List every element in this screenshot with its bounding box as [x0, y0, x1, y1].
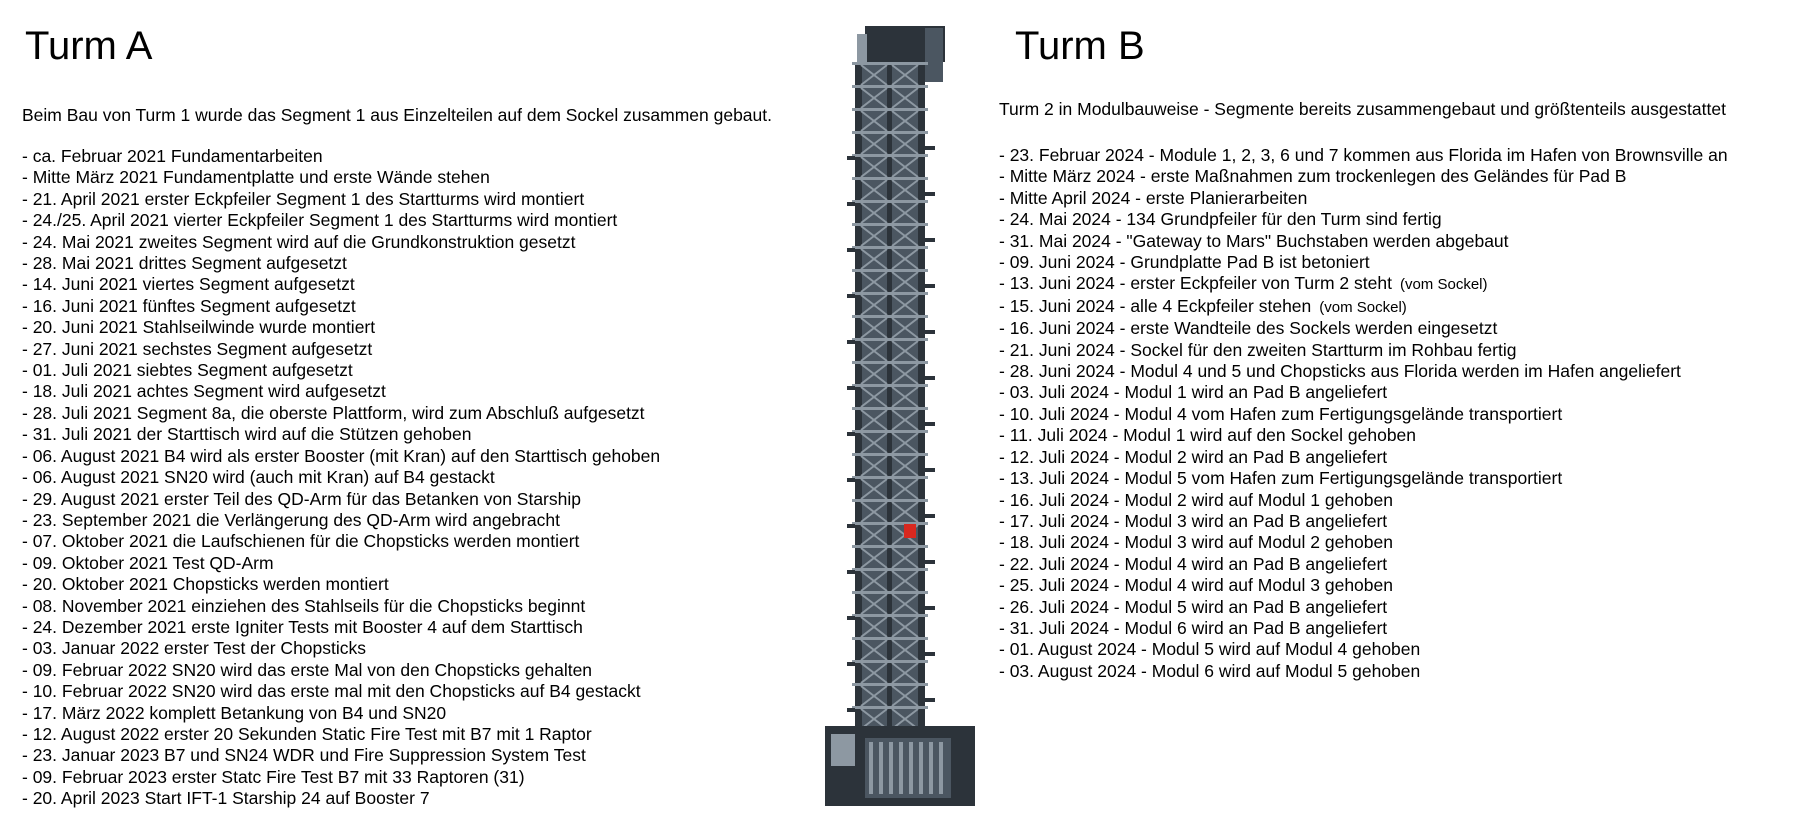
- timeline-entry: - 12. August 2022 erster 20 Sekunden Static Fire Test mit B7 mit 1 Raptor: [22, 723, 592, 744]
- timeline-entry: [999, 340, 1728, 361]
- tower-base-slat: [929, 742, 933, 794]
- timeline-entry: [999, 639, 1728, 660]
- tower-bracket: [847, 524, 855, 528]
- timeline-entry: - Mitte März 2021 Fundamentplatte und erste Wände stehen: [22, 167, 490, 188]
- tower-beam: [852, 292, 928, 295]
- timeline-entry-text: - 10. Juli 2024 - Modul 4 vom Hafen zum Fertigungsgelände transportiert: [999, 403, 1563, 424]
- timeline-entry: - 09. Oktober 2021 Test QD-Arm: [22, 552, 274, 573]
- timeline-entry: - 20. Oktober 2021 Chopsticks werden montiert: [22, 574, 389, 595]
- timeline-entry-text: - 15. Juni 2024 - alle 4 Eckpfeiler stehen: [999, 295, 1312, 316]
- timeline-entry: - 20. Juni 2021 Stahlseilwinde wurde montiert: [22, 317, 376, 338]
- timeline-entry: - 23. Januar 2023 B7 und SN24 WDR und Fire Suppression System Test: [22, 745, 586, 766]
- timeline-entry: - 01. Juli 2021 siebtes Segment aufgesetzt: [22, 360, 353, 381]
- timeline-entry: - 14. Juni 2021 viertes Segment aufgesetzt: [22, 274, 355, 295]
- timeline-entry-text: - 31. Juli 2024 - Modul 6 wird an Pad B angeliefert: [999, 617, 1388, 638]
- timeline-entry-text: - 01. August 2024 - Modul 5 wird auf Modul 4 gehoben: [999, 639, 1421, 660]
- timeline-entry-note: (vom Sockel): [1399, 276, 1488, 294]
- tower-bracket: [925, 376, 935, 380]
- tower-beam: [852, 522, 928, 525]
- timeline-entry: [999, 231, 1728, 252]
- tower-base-block: [865, 738, 951, 798]
- tower-b-heading: Turm B: [1015, 24, 1145, 68]
- tower-beam: [852, 591, 928, 594]
- tower-beam: [852, 660, 928, 663]
- tower-beam: [852, 361, 928, 364]
- tower-bracket: [847, 708, 855, 712]
- tower-beam: [852, 338, 928, 341]
- tower-base-slat: [879, 742, 883, 794]
- tower-beam: [852, 453, 928, 456]
- tower-b-intro: Turm 2 in Modulbauweise - Segmente bereits zusammengebaut und größtenteils ausgestattet: [999, 99, 1726, 119]
- tower-bracket: [925, 192, 935, 196]
- tower-bracket: [847, 570, 855, 574]
- tower-column-middle: [887, 62, 892, 726]
- timeline-entry: - 06. August 2021 SN20 wird (auch mit Kran) auf B4 gestackt: [22, 467, 495, 488]
- timeline-entry: [999, 296, 1728, 318]
- timeline-entry: [999, 618, 1728, 639]
- timeline-entry-text: - 21. Juni 2024 - Sockel für den zweiten Startturm im Rohbau fertig: [999, 339, 1517, 360]
- timeline-entry: [999, 188, 1728, 209]
- timeline-entry: - 09. Februar 2022 SN20 wird das erste Mal von den Chopsticks gehalten: [22, 659, 593, 680]
- timeline-entry: - 08. November 2021 einziehen des Stahlseils für die Chopsticks beginnt: [22, 595, 586, 616]
- tower-bracket: [847, 616, 855, 620]
- tower-bracket: [847, 248, 855, 252]
- timeline-entry: - 24. Mai 2021 zweites Segment wird auf die Grundkonstruktion gesetzt: [22, 231, 576, 252]
- timeline-entry-text: - 22. Juli 2024 - Modul 4 wird an Pad B angeliefert: [999, 553, 1388, 574]
- timeline-entry: [999, 425, 1728, 446]
- tower-beam: [852, 568, 928, 571]
- timeline-entry: - ca. Februar 2021 Fundamentarbeiten: [22, 146, 323, 166]
- tower-a-timeline: [22, 146, 660, 810]
- timeline-entry: [999, 532, 1728, 553]
- tower-bracket: [925, 698, 935, 702]
- timeline-entry-text: - 23. Februar 2024 - Module 1, 2, 3, 6 und 7 kommen aus Florida im Hafen von Brownsville an: [999, 145, 1728, 165]
- tower-beam: [852, 177, 928, 180]
- tower-base-slat: [869, 742, 873, 794]
- timeline-entry-text: - 03. August 2024 - Modul 6 wird auf Modul 5 gehoben: [999, 660, 1421, 681]
- tower-bracket: [925, 146, 935, 150]
- tower-bracket: [925, 606, 935, 610]
- timeline-entry-text: - 31. Mai 2024 - "Gateway to Mars" Buchstaben werden abgebaut: [999, 230, 1509, 251]
- timeline-entry: - 24./25. April 2021 vierter Eckpfeiler Segment 1 des Startturms wird montiert: [22, 210, 618, 231]
- tower-top-mast: [857, 34, 867, 64]
- tower-bracket: [925, 422, 935, 426]
- timeline-entry: - 09. Februar 2023 erster Statc Fire Test B7 mit 33 Raptoren (31): [22, 766, 525, 787]
- tower-bracket: [925, 514, 935, 518]
- timeline-entry-text: - 25. Juli 2024 - Modul 4 wird auf Modul 3 gehoben: [999, 575, 1393, 596]
- timeline-entry: - 28. Juli 2021 Segment 8a, die oberste Plattform, wird zum Abschluß aufgesetzt: [22, 402, 645, 423]
- timeline-entry-text: - 26. Juli 2024 - Modul 5 wird an Pad B angeliefert: [999, 596, 1388, 617]
- tower-base-slat: [939, 742, 943, 794]
- tower-red-detail: [904, 524, 916, 538]
- tower-beam: [852, 683, 928, 686]
- timeline-entry-text: - 13. Juni 2024 - erster Eckpfeiler von Turm 2 steht: [999, 273, 1392, 294]
- tower-beam: [852, 315, 928, 318]
- timeline-entry-text: - 16. Juni 2024 - erste Wandteile des Sockels werden eingesetzt: [999, 318, 1498, 339]
- timeline-entry: [999, 209, 1728, 230]
- timeline-entry-text: - 18. Juli 2024 - Modul 3 wird auf Modul 2 gehoben: [999, 532, 1393, 553]
- tower-beam: [852, 706, 928, 709]
- tower-beam: [852, 430, 928, 433]
- tower-column-right: [918, 62, 925, 726]
- tower-beam: [852, 407, 928, 410]
- tower-beam: [852, 476, 928, 479]
- timeline-entry: - 17. März 2022 komplett Betankung von B4 und SN20: [22, 702, 447, 723]
- tower-a-intro: Beim Bau von Turm 1 wurde das Segment 1 aus Einzelteilen auf dem Sockel zusammen gebaut.: [22, 105, 772, 125]
- tower-beam: [852, 637, 928, 640]
- tower-bracket: [847, 432, 855, 436]
- timeline-entry-text: - 17. Juli 2024 - Modul 3 wird an Pad B angeliefert: [999, 510, 1388, 531]
- tower-base-room: [831, 734, 855, 766]
- tower-beam: [852, 545, 928, 548]
- timeline-entry-text: - 11. Juli 2024 - Modul 1 wird auf den Sockel gehoben: [999, 425, 1417, 446]
- tower-bracket: [847, 294, 855, 298]
- timeline-entry-text: - 12. Juli 2024 - Modul 2 wird an Pad B angeliefert: [999, 446, 1388, 467]
- timeline-entry: [999, 490, 1728, 511]
- timeline-entry: - 18. Juli 2021 achtes Segment wird aufgesetzt: [22, 381, 386, 402]
- timeline-entry: [999, 468, 1728, 489]
- timeline-entry: - 23. September 2021 die Verlängerung des QD-Arm wird angebracht: [22, 509, 560, 530]
- tower-beam: [852, 499, 928, 502]
- timeline-entry: [999, 575, 1728, 596]
- timeline-entry: - 16. Juni 2021 fünftes Segment aufgesetzt: [22, 295, 356, 316]
- timeline-entry-text: - 28. Juni 2024 - Modul 4 und 5 und Chopsticks aus Florida werden im Hafen angeliefert: [999, 361, 1681, 382]
- tower-base-slat: [889, 742, 893, 794]
- timeline-entry-text: - 13. Juli 2024 - Modul 5 vom Hafen zum Fertigungsgelände transportiert: [999, 468, 1563, 489]
- timeline-entry: [999, 166, 1728, 187]
- timeline-entry: [999, 447, 1728, 468]
- launch-tower-photo: [825, 26, 975, 806]
- timeline-entry: [999, 361, 1728, 382]
- tower-structure: [825, 26, 975, 806]
- timeline-entry: [999, 273, 1728, 295]
- timeline-entry: [999, 145, 1728, 166]
- timeline-entry: - 27. Juni 2021 sechstes Segment aufgesetzt: [22, 338, 373, 359]
- timeline-entry-note: (vom Sockel): [1319, 298, 1407, 316]
- timeline-entry-text: - 09. Juni 2024 - Grundplatte Pad B ist betoniert: [999, 252, 1370, 273]
- timeline-entry: [999, 382, 1728, 403]
- timeline-entry: - 24. Dezember 2021 erste Igniter Tests mit Booster 4 auf dem Starttisch: [22, 616, 583, 637]
- timeline-entry: - 31. Juli 2021 der Starttisch wird auf die Stützen gehoben: [22, 424, 472, 445]
- timeline-entry-text: - Mitte März 2024 - erste Maßnahmen zum trockenlegen des Geländes für Pad B: [999, 166, 1627, 187]
- tower-bracket: [925, 284, 935, 288]
- timeline-entry: [999, 661, 1728, 682]
- timeline-entry: - 07. Oktober 2021 die Laufschienen für die Chopsticks werden montiert: [22, 531, 580, 552]
- tower-beam: [852, 131, 928, 134]
- timeline-entry-text: - Mitte April 2024 - erste Planierarbeiten: [999, 187, 1308, 208]
- timeline-entry: [999, 554, 1728, 575]
- timeline-entry: - 10. Februar 2022 SN20 wird das erste mal mit den Chopsticks auf B4 gestackt: [22, 681, 641, 702]
- tower-beam: [852, 85, 928, 88]
- timeline-entry: - 28. Mai 2021 drittes Segment aufgesetzt: [22, 253, 347, 274]
- timeline-entry: [999, 404, 1728, 425]
- timeline-entry: [999, 318, 1728, 339]
- tower-bracket: [925, 238, 935, 242]
- tower-bracket: [925, 330, 935, 334]
- timeline-entry: - 29. August 2021 erster Teil des QD-Arm für das Betanken von Starship: [22, 488, 581, 509]
- tower-beam: [852, 200, 928, 203]
- timeline-entry-text: - 24. Mai 2024 - 134 Grundpfeiler für den Turm sind fertig: [999, 209, 1442, 230]
- tower-bracket: [925, 652, 935, 656]
- tower-beam: [852, 108, 928, 111]
- tower-beam: [852, 154, 928, 157]
- tower-base-slat: [899, 742, 903, 794]
- timeline-entry: - 20. April 2023 Start IFT-1 Starship 24 auf Booster 7: [22, 788, 430, 809]
- timeline-entry: [999, 597, 1728, 618]
- tower-bracket: [925, 560, 935, 564]
- tower-base-slat: [909, 742, 913, 794]
- tower-bracket: [847, 202, 855, 206]
- timeline-entry-text: - 16. Juli 2024 - Modul 2 wird auf Modul 1 gehoben: [999, 489, 1393, 510]
- tower-beam: [852, 614, 928, 617]
- tower-beam: [852, 246, 928, 249]
- tower-bracket: [847, 340, 855, 344]
- tower-beam: [852, 384, 928, 387]
- tower-bracket: [847, 478, 855, 482]
- timeline-entry: - 21. April 2021 erster Eckpfeiler Segment 1 des Startturms wird montiert: [22, 188, 585, 209]
- timeline-entry: [999, 252, 1728, 273]
- timeline-entry: - 06. August 2021 B4 wird als erster Booster (mit Kran) auf den Starttisch gehoben: [22, 445, 661, 466]
- timeline-entry: [999, 511, 1728, 532]
- timeline-entry: - 03. Januar 2022 erster Test der Chopsticks: [22, 638, 367, 659]
- tower-bracket: [847, 386, 855, 390]
- tower-top-arm: [925, 28, 943, 82]
- timeline-entry-text: - 03. Juli 2024 - Modul 1 wird an Pad B angeliefert: [999, 382, 1388, 403]
- tower-a-heading: Turm A: [25, 24, 153, 68]
- tower-b-timeline: [999, 145, 1728, 682]
- tower-beam: [852, 62, 928, 65]
- tower-bracket: [847, 662, 855, 666]
- tower-base-slat: [919, 742, 923, 794]
- tower-bracket: [925, 468, 935, 472]
- tower-beam: [852, 269, 928, 272]
- tower-bracket: [847, 156, 855, 160]
- tower-beam: [852, 223, 928, 226]
- tower-column-left: [855, 62, 862, 726]
